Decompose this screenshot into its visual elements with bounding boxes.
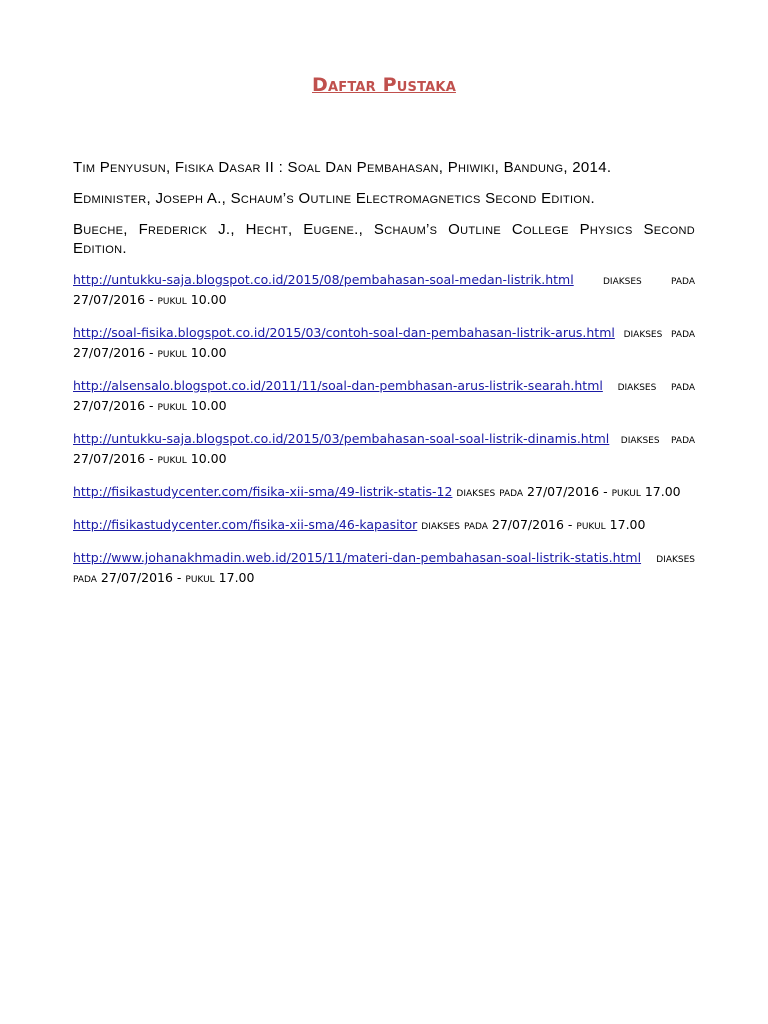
access-date: diakses pada 27/07/2016 - pukul 10.00	[73, 272, 695, 307]
web-reference	[73, 548, 695, 588]
page-title: Daftar Pustaka	[312, 74, 456, 96]
web-reference	[73, 376, 695, 416]
book-reference: Bueche, Frederick J., Hecht, Eugene., Schaum’s Outline College Physics Second Edition.	[73, 221, 695, 257]
book-reference: Edminister, Joseph A., Schaum’s Outline Electromagnetics Second Edition.	[73, 190, 595, 207]
reference-list	[73, 158, 695, 601]
reference-link[interactable]: http://www.johanakhmadin.web.id/2015/11/materi-dan-pembahasan-soal-listrik-statis.html	[73, 550, 642, 565]
access-date: diakses pada 27/07/2016 - pukul 10.00	[73, 378, 695, 413]
book-reference: Tim Penyusun, Fisika Dasar II : Soal Dan Pembahasan, Phiwiki, Bandung, 2014.	[73, 159, 612, 176]
reference-link[interactable]: http://untukku-saja.blogspot.co.id/2015/08/pembahasan-soal-medan-listrik.html	[73, 272, 574, 287]
reference-link[interactable]: http://soal-fisika.blogspot.co.id/2015/03/contoh-soal-dan-pembahasan-listrik-arus.html	[73, 325, 615, 340]
web-reference	[73, 429, 695, 469]
access-date: diakses pada 27/07/2016 - pukul 17.00	[421, 517, 646, 532]
reference-link[interactable]: http://fisikastudycenter.com/fisika-xii-sma/46-kapasitor	[73, 517, 418, 532]
reference-link[interactable]: http://fisikastudycenter.com/fisika-xii-sma/49-listrik-statis-12	[73, 484, 453, 499]
access-date: diakses pada 27/07/2016 - pukul 10.00	[73, 431, 695, 466]
web-reference	[73, 270, 695, 310]
web-reference	[73, 323, 695, 363]
access-date: diakses pada 27/07/2016 - pukul 10.00	[73, 325, 695, 360]
web-reference	[73, 482, 695, 502]
access-date: diakses pada 27/07/2016 - pukul 17.00	[73, 550, 695, 585]
web-reference	[73, 515, 695, 535]
reference-link[interactable]: http://alsensalo.blogspot.co.id/2011/11/soal-dan-pembhasan-arus-listrik-searah.html	[73, 378, 603, 393]
reference-link[interactable]: http://untukku-saja.blogspot.co.id/2015/03/pembahasan-soal-soal-listrik-dinamis.html	[73, 431, 610, 446]
access-date: diakses pada 27/07/2016 - pukul 17.00	[456, 484, 681, 499]
